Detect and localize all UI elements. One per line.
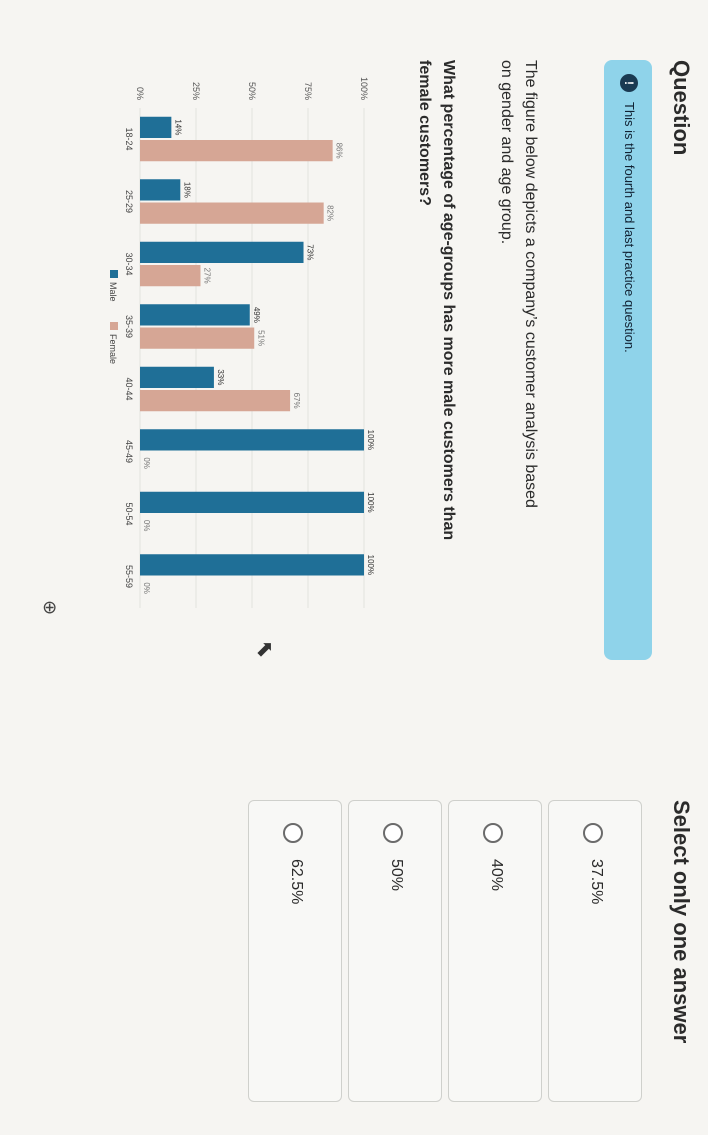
male-data-label: 49%	[251, 306, 261, 323]
male-data-label: 14%	[173, 119, 183, 136]
x-category-label: 50-54	[124, 502, 134, 526]
y-tick-label: 75%	[303, 81, 313, 100]
female-bar	[140, 390, 290, 411]
option-62-5[interactable]	[248, 800, 342, 1102]
x-category-label: 18-24	[124, 127, 134, 151]
y-tick-label: 100%	[359, 76, 369, 100]
x-category-label: 30-34	[124, 252, 134, 276]
male-bar	[140, 117, 171, 138]
female-bar	[140, 328, 254, 349]
male-bar	[140, 554, 364, 575]
female-data-label: 51%	[256, 330, 266, 347]
male-bar	[140, 367, 214, 388]
radio-button[interactable]	[483, 823, 503, 843]
female-data-label: 67%	[292, 392, 302, 409]
x-category-label: 40-44	[124, 377, 134, 401]
info-icon: !	[620, 74, 638, 92]
age-gender-chart	[93, 60, 378, 620]
male-data-label: 100%	[366, 554, 375, 576]
info-banner	[604, 60, 652, 660]
female-data-label: 82%	[325, 205, 335, 222]
female-data-label: 86%	[334, 142, 344, 159]
legend-male-label: Male	[108, 282, 118, 302]
male-bar	[140, 179, 180, 200]
male-bar	[140, 304, 250, 325]
female-data-label: 27%	[202, 267, 212, 284]
option-label: 62.5%	[288, 859, 305, 905]
radio-button[interactable]	[583, 823, 603, 843]
female-data-label: 0%	[142, 457, 151, 469]
x-category-label: 45-49	[124, 439, 134, 464]
radio-button[interactable]	[383, 823, 403, 843]
female-data-label: 0%	[142, 582, 151, 594]
legend-female-label: Female	[108, 334, 118, 365]
question-prompt-line1: What percentage of age-groups has more male customers than	[440, 60, 457, 541]
legend-female-swatch	[110, 322, 118, 330]
female-bar	[140, 203, 324, 224]
x-category-label: 35-39	[124, 314, 134, 339]
radio-button[interactable]	[283, 823, 303, 843]
question-intro-line1: The figure below depicts a company’s customer analysis based	[522, 60, 539, 508]
legend-male-swatch	[110, 270, 118, 278]
option-50[interactable]	[348, 800, 442, 1102]
zoom-in-icon[interactable]: ⊕	[40, 600, 60, 616]
option-label: 40%	[488, 859, 505, 892]
select-instruction: Select only one answer	[669, 800, 694, 1044]
y-tick-label: 0%	[135, 86, 145, 100]
male-data-label: 73%	[305, 244, 315, 261]
question-prompt-line2: female customers?	[416, 60, 433, 206]
male-bar	[140, 492, 364, 513]
male-data-label: 33%	[215, 369, 225, 386]
option-40[interactable]	[448, 800, 542, 1102]
male-bar	[140, 242, 304, 263]
male-bar	[140, 429, 364, 450]
female-bar	[140, 265, 200, 286]
y-tick-label: 25%	[191, 81, 201, 100]
question-intro-line2: on gender and age group.	[498, 60, 515, 245]
female-bar	[140, 140, 333, 161]
banner-text: This is the fourth and last practice question.	[622, 102, 637, 353]
y-tick-label: 50%	[247, 81, 257, 100]
option-label: 50%	[388, 859, 405, 892]
x-category-label: 55-59	[124, 564, 134, 589]
question-title: Question	[669, 60, 694, 156]
male-data-label: 18%	[182, 181, 192, 198]
male-data-label: 100%	[366, 492, 375, 513]
male-data-label: 100%	[366, 429, 375, 451]
female-data-label: 0%	[142, 519, 151, 532]
x-category-label: 25-29	[124, 189, 134, 214]
option-37-5[interactable]	[548, 800, 642, 1102]
mouse-cursor-icon: ⬉	[253, 640, 278, 659]
option-label: 37.5%	[588, 859, 605, 905]
